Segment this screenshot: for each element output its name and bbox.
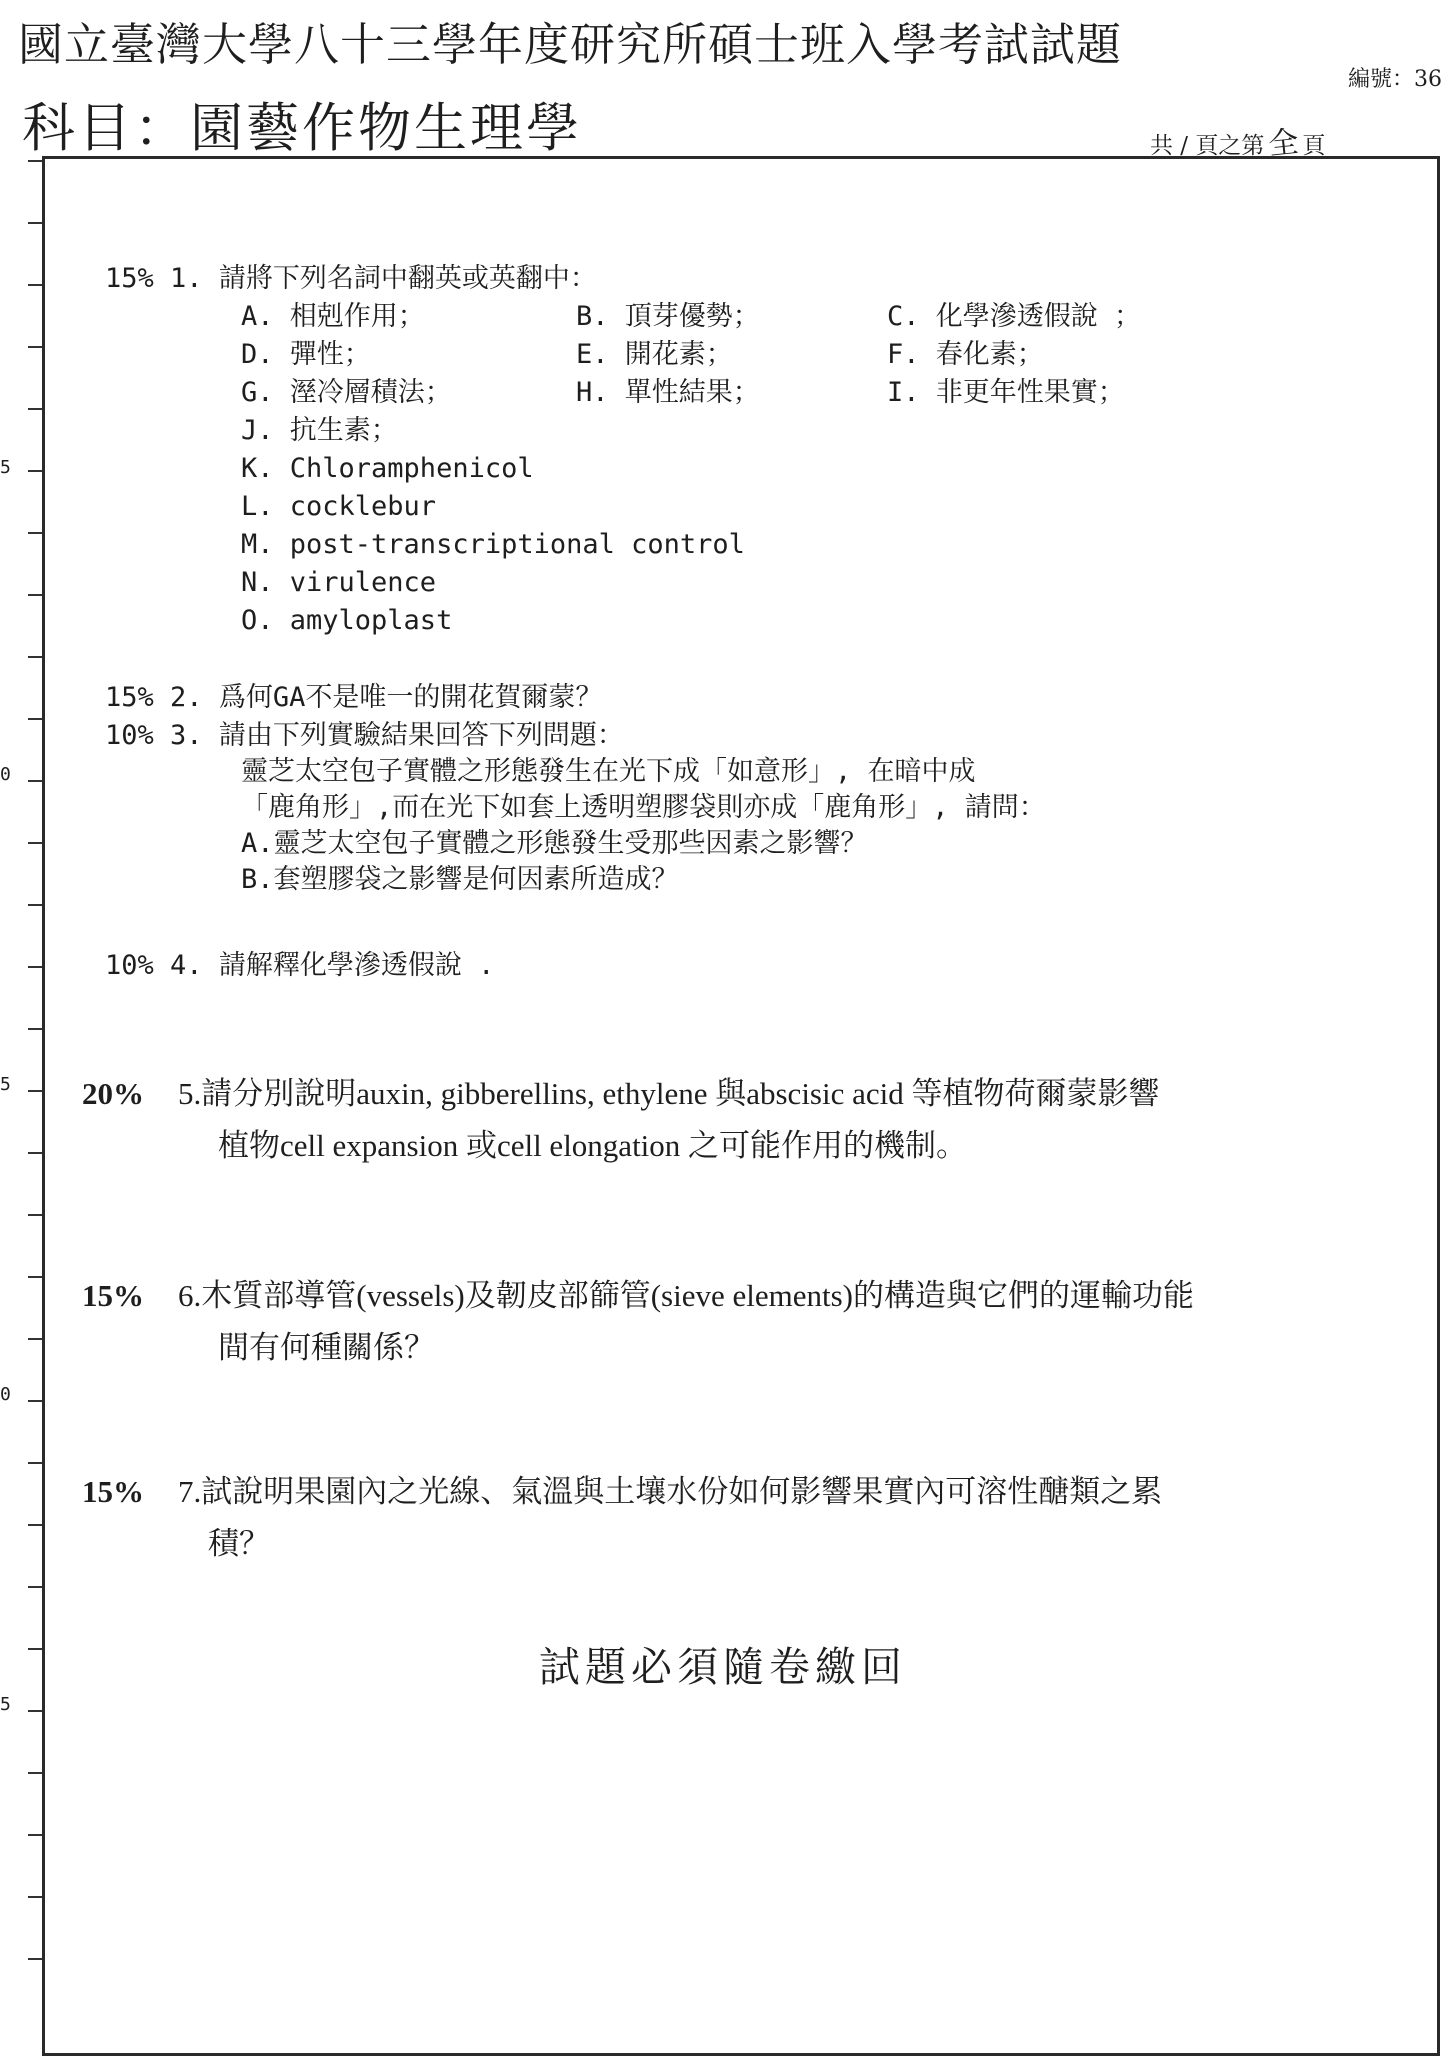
question-line: A.靈芝太空包子實體之形態發生受那些因素之影響？	[241, 828, 868, 859]
ruler-tick	[28, 1524, 42, 1526]
question-number: 3.	[170, 720, 203, 751]
ruler-tick	[28, 284, 42, 286]
question-line: 積？	[208, 1526, 270, 1561]
term-item: M. post-transcriptional control	[241, 529, 745, 560]
ruler-tick	[28, 1462, 42, 1464]
question-line: 間有何種關係？	[218, 1330, 435, 1365]
question-7	[82, 1466, 1162, 1570]
ruler-tick	[28, 780, 42, 782]
return-notice: 試題必須隨卷繳回	[539, 1643, 907, 1691]
ruler-label: 0	[0, 764, 11, 785]
ruler-label: 5	[0, 1694, 11, 1715]
ruler-tick	[28, 904, 42, 906]
question-weight: 15%	[82, 1278, 144, 1313]
question-weight: 15%	[105, 682, 154, 713]
question-line: 7.試說明果園內之光線、氣溫與土壤水份如何影響果實內可溶性醣類之累	[178, 1474, 1163, 1509]
question-3	[105, 718, 1046, 898]
question-number: 2.	[170, 682, 203, 713]
term-item: J. 抗生素；	[241, 415, 398, 446]
subject-title: 科目：園藝作物生理學	[22, 98, 582, 159]
ruler-tick	[28, 1214, 42, 1216]
page-prefix: 共 / 頁之第	[1150, 133, 1265, 159]
term-item: O. amyloplast	[241, 605, 453, 636]
question-weight: 15%	[82, 1474, 144, 1509]
ruler-tick	[28, 222, 42, 224]
ruler-tick	[28, 594, 42, 596]
term-item: B. 頂芽優勢；	[576, 301, 760, 332]
question-text: 爲何GA不是唯一的開花賀爾蒙？	[218, 682, 603, 713]
question-line: 5.請分別說明auxin, gibberellins, ethylene 與abscisic acid 等植物荷爾蒙影響	[178, 1076, 1160, 1111]
question-line: B.套塑膠袋之影響是何因素所造成？	[241, 864, 679, 895]
term-item: E. 開花素；	[576, 339, 733, 370]
ruler-tick	[28, 1586, 42, 1588]
question-1	[105, 260, 1141, 640]
ruler-tick	[28, 966, 42, 968]
term-item: D. 彈性；	[241, 339, 371, 370]
ruler-tick	[28, 718, 42, 720]
term-row	[105, 336, 1141, 374]
question-prompt: 請將下列名詞中翻英或英翻中：	[218, 263, 597, 294]
ruler-label: 5	[0, 1074, 11, 1095]
term-item: K. Chloramphenicol	[241, 453, 534, 484]
exam-title: 國立臺灣大學八十三學年度研究所碩士班入學考試試題	[18, 18, 1123, 71]
exam-code: 編號：36	[1348, 67, 1442, 92]
term-item: F. 春化素；	[887, 339, 1044, 370]
question-text: 請解釋化學滲透假說 .	[218, 950, 495, 981]
ruler-tick	[28, 1710, 42, 1712]
ruler-label: 0	[0, 1384, 11, 1405]
ruler-tick	[28, 470, 42, 472]
term-item: G. 溼冷層積法；	[241, 377, 452, 408]
question-line: 「鹿角形」,而在光下如套上透明塑膠袋則亦成「鹿角形」, 請問：	[241, 792, 1046, 823]
ruler-tick	[28, 1772, 42, 1774]
page-suffix: 頁	[1302, 133, 1326, 159]
ruler-tick	[28, 1958, 42, 1960]
ruler-tick	[28, 656, 42, 658]
question-weight: 10%	[105, 950, 154, 981]
ruler-label: 5	[0, 457, 11, 478]
term-row	[105, 374, 1141, 412]
question-weight: 20%	[82, 1076, 144, 1111]
question-line: 植物cell expansion 或cell elongation 之可能作用的機制。	[218, 1128, 968, 1163]
term-row	[105, 298, 1141, 336]
term-item: C. 化學滲透假說 ；	[887, 301, 1142, 332]
question-2	[105, 680, 602, 716]
question-number: 4.	[170, 950, 203, 981]
term-item: N. virulence	[241, 567, 437, 598]
ruler-tick	[28, 1028, 42, 1030]
ruler-tick	[28, 532, 42, 534]
term-item: H. 單性結果；	[576, 377, 760, 408]
term-item: I. 非更年性果實；	[887, 377, 1125, 408]
ruler-tick	[28, 1152, 42, 1154]
page-handwritten: 全	[1266, 124, 1301, 163]
ruler-tick	[28, 346, 42, 348]
ruler-tick	[28, 1338, 42, 1340]
ruler-tick	[28, 1834, 42, 1836]
ruler-tick	[28, 1090, 42, 1092]
term-item: L. cocklebur	[241, 491, 437, 522]
question-line: 6.木質部導管(vessels)及韌皮部篩管(sieve elements)的構造與它們的運輸功能	[178, 1278, 1194, 1313]
question-number: 1.	[170, 263, 203, 294]
ruler-tick	[28, 1400, 42, 1402]
question-weight: 15%	[105, 263, 154, 294]
question-text: 請由下列實驗結果回答下列問題：	[218, 720, 624, 751]
question-weight: 10%	[105, 720, 154, 751]
ruler-tick	[28, 1896, 42, 1898]
ruler-tick	[28, 842, 42, 844]
ruler-tick	[28, 1276, 42, 1278]
ruler-tick	[28, 408, 42, 410]
question-4	[105, 948, 494, 984]
question-6	[82, 1270, 1194, 1374]
margin-ruler	[0, 0, 44, 2026]
question-5	[82, 1068, 1160, 1172]
term-item: A. 相剋作用；	[241, 301, 425, 332]
question-line: 靈芝太空包子實體之形態發生在光下成「如意形」, 在暗中成	[241, 756, 976, 787]
